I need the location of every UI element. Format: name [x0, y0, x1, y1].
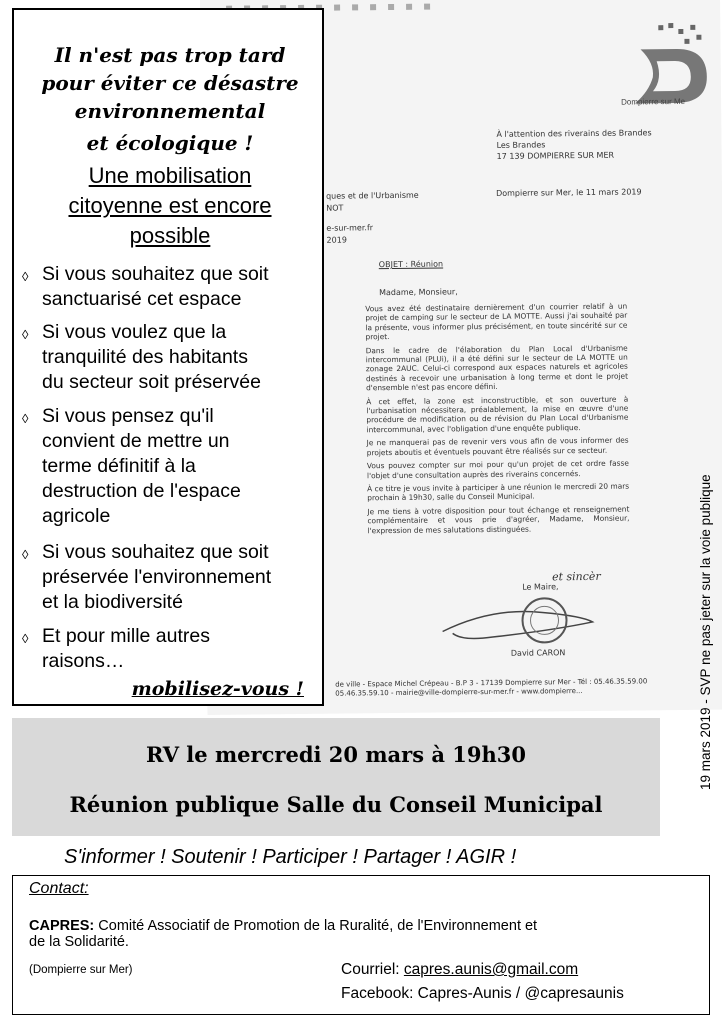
letter-paragraph: Vous avez été destinataire dernièrement d'un courrier relatif à un projet de camping sur le secteur de LA MOTTE. Aussi j'ai souhaité par la présente, vous informer plus précisément, en toute sincérité sur ce projet. [365, 301, 628, 342]
bullet-line: et la biodiversité [42, 591, 183, 613]
letter-body [365, 302, 629, 540]
sender-line: NOT [326, 203, 344, 213]
callout-closing: mobilisez-vous ! [131, 678, 304, 700]
letter-paragraph: À ce titre je vous invite à participer à une réunion le mercredi 20 mars prochain à 19h30, salle du Conseil Municipal. [367, 481, 630, 503]
letter-paragraph: Je ne manquerai pas de revenir vers vous afin de vous informer des projets aboutis et éventuels pouvant être réalisés sur ce secteur. [366, 435, 629, 457]
signature-title: Le Maire, [522, 582, 559, 592]
diamond-icon: ◊ [22, 327, 29, 342]
recipient-line: Les Brandes [496, 140, 546, 150]
diamond-icon: ◊ [22, 269, 29, 284]
letter-paragraph: Vous pouvez compter sur moi pour qu'un projet de cet ordre fasse l'objet d'une consultation auprès des riverains concernés. [366, 458, 629, 480]
recipient-block [496, 127, 652, 162]
bullet-line: Et pour mille autres [42, 625, 210, 647]
letter-paragraph: Dans le cadre de l'élaboration du Plan Local d'Urbanisme intercommunal (PLUi), il a été défini sur le secteur de LA MOTTE un zonage 2AUC. Celui-ci correspond aux espaces naturels et agricoles destinés à recevoir une urbanisation à long terme et dont le projet d'ensemble n'est pas encore défini. [365, 343, 629, 393]
slogan: S'informer ! Soutenir ! Participer ! Partager ! AGIR ! [64, 846, 517, 868]
footer-line: 05.46.35.59.10 - mairie@ville-dompierre-sur-mer.fr - www.dompierre... [335, 687, 583, 698]
bullet-line: terme définitif à la [42, 455, 196, 477]
bullet-item [22, 320, 322, 395]
banner-date: RV le mercredi 20 mars à 19h30 [146, 742, 526, 767]
signature-name: David CARON [510, 648, 566, 658]
letter-footer [335, 677, 647, 698]
meeting-banner [12, 718, 660, 836]
callout-subheading-line: citoyenne est encore [68, 193, 272, 218]
email-line [341, 961, 578, 979]
callout-heading-line: environnemental [74, 99, 266, 123]
letter-paragraph: Je me tiens à votre disposition pour tout échange et renseignement complémentaire et vous prie d'agréer, Madame, Monsieur, l'expression de mes salutations distinguées. [367, 504, 630, 535]
bullet-line: destruction de l'espace [42, 480, 241, 502]
org-name-line2: de la Solidarité. [29, 934, 129, 950]
contact-title: Contact: [29, 880, 89, 897]
callout-heading-line: pour éviter ce désastre [41, 71, 299, 95]
banner-location: Réunion publique Salle du Conseil Municipal [69, 792, 603, 817]
diamond-icon: ◊ [22, 547, 29, 562]
bullet-line: préservée l'environnement [42, 566, 272, 588]
bullet-line: Si vous pensez qu'il [42, 405, 214, 427]
bullet-item [22, 540, 322, 615]
bullet-item [22, 404, 322, 529]
callout-heading-line: et écologique ! [86, 131, 254, 155]
bullet-line: agricole [42, 505, 111, 527]
sender-line: 2019 [326, 235, 347, 245]
side-notice: 19 mars 2019 - SVP ne pas jeter sur la voie publique [698, 474, 713, 790]
sender-line: ques et de l'Urbanisme [326, 190, 419, 201]
callout-subheading-line: possible [129, 223, 211, 248]
org-location: (Dompierre sur Mer) [29, 964, 133, 976]
recipient-line: 17 139 DOMPIERRE SUR MER [496, 150, 615, 161]
sender-block [326, 190, 419, 247]
footer-line: de ville - Espace Michel Crépeau - B.P 3 - 17139 Dompierre sur Mer - Tél : 05.46.35.59.00 [335, 677, 648, 689]
recipient-line: À l'attention des riverains des Brandes [496, 128, 652, 139]
callout-subheading-line: Une mobilisation [88, 163, 252, 188]
bullet-line: Si vous souhaitez que soit [42, 541, 269, 563]
bullet-line: Si vous souhaitez que soit [42, 263, 269, 285]
diamond-icon: ◊ [22, 411, 29, 426]
scan-dots [220, 0, 480, 8]
callout-box [12, 8, 324, 706]
sender-line: e-sur-mer.fr [326, 223, 374, 233]
callout-heading-line: Il n'est pas trop tard [54, 43, 286, 67]
org-name: Comité Associatif de Promotion de la Ruralité, de l'Environnement et [94, 918, 538, 934]
contact-box [12, 875, 710, 1015]
bullet-line: Si vous voulez que la [42, 321, 227, 343]
email-label: Courriel: [341, 961, 404, 978]
logo-caption: Dompierre sur Me [621, 96, 686, 107]
bullet-line: tranquilité des habitants [42, 346, 248, 368]
org-description [29, 918, 699, 950]
letter-objet: OBJET : Réunion [378, 259, 444, 270]
bullet-line: raisons… [42, 650, 125, 672]
letter-salutation: Madame, Monsieur, [379, 287, 458, 298]
bullet-line: sanctuarisé cet espace [42, 288, 242, 310]
diamond-icon: ◊ [22, 631, 29, 646]
letter-date: Dompierre sur Mer, le 11 mars 2019 [495, 187, 642, 198]
org-acronym: CAPRES: [29, 918, 95, 934]
bullet-item [22, 262, 322, 312]
bullet-line: convient de mettre un [42, 430, 230, 452]
bullet-item [22, 624, 322, 674]
handwritten-note: et sincèr [551, 569, 601, 584]
email-link[interactable]: capres.aunis@gmail.com [403, 961, 579, 978]
mayor-signature-icon [432, 586, 603, 654]
bullet-line: du secteur soit préservée [42, 371, 261, 393]
letter-paragraph: À cet effet, la zone est inconstructible, et son ouverture à l'urbanisation nécessitera, préalablement, la mise en œuvre d'une procédure de modification ou de révision du Plan Local d'Urbanisme intercommunal, avec l'obligation d'une enquête publique. [366, 394, 629, 435]
facebook-line: Facebook: Capres-Aunis / @capresaunis [341, 985, 624, 1002]
